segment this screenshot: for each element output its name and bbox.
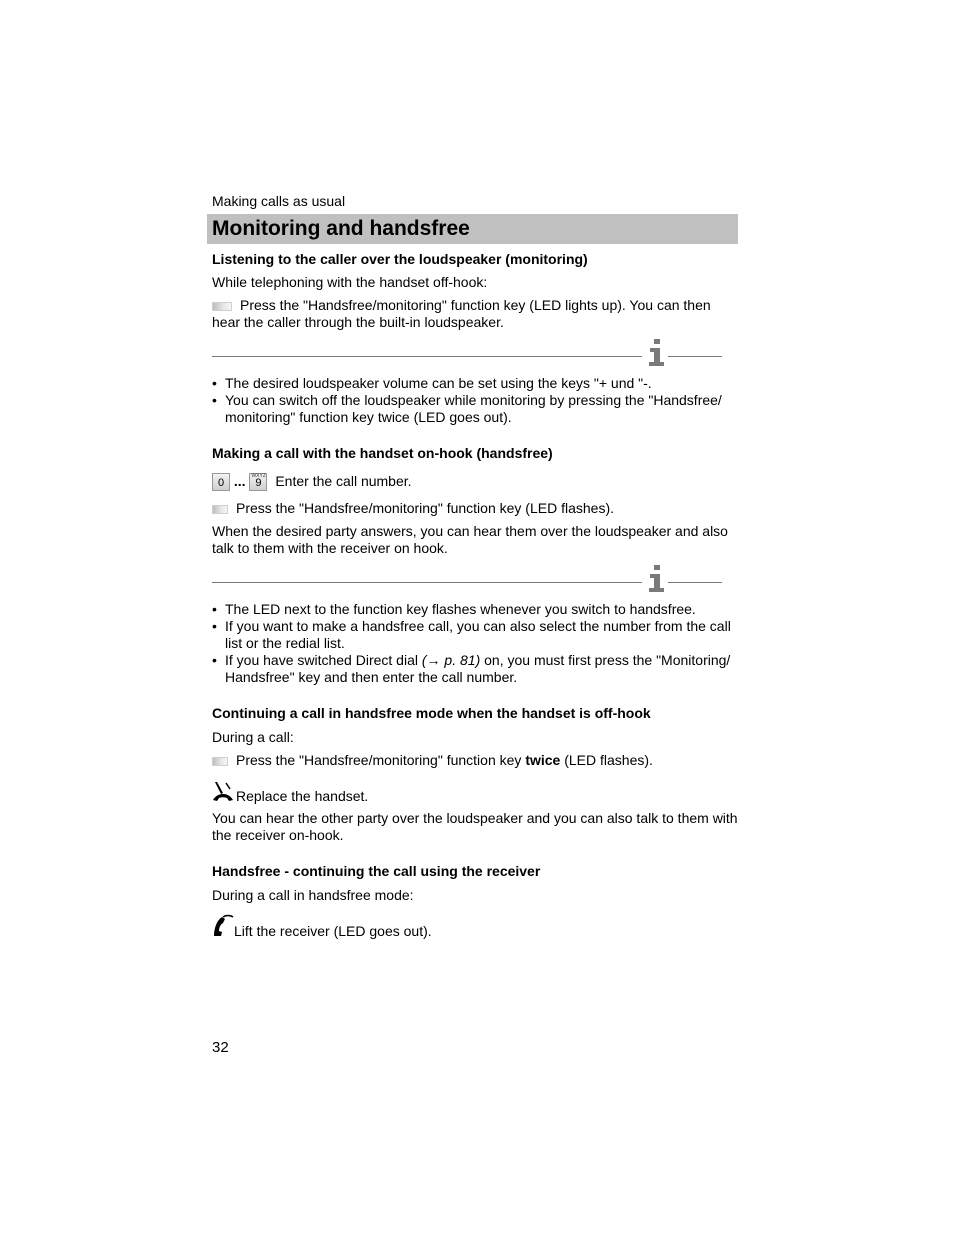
instruction-step bbox=[212, 297, 742, 331]
page-title: Monitoring and handsfree bbox=[212, 217, 470, 240]
divider-line bbox=[212, 582, 642, 583]
section-heading-monitoring: Listening to the caller over the loudspeaker (monitoring) bbox=[212, 251, 588, 267]
paragraph: You can hear the other party over the loudspeaker and you can also talk to them with the receiver on-hook. bbox=[212, 810, 738, 843]
section-intro: While telephoning with the handset off-hook: bbox=[212, 274, 488, 290]
replace-handset-icon bbox=[212, 781, 234, 803]
step-text: Press the "Handsfree/monitoring" function key (LED lights up). You can then hear the caller through the built-in loudspeaker. bbox=[212, 297, 711, 330]
info-divider bbox=[212, 564, 722, 594]
instruction-step bbox=[212, 781, 368, 805]
key-0-icon: 0 bbox=[212, 473, 230, 491]
info-list bbox=[212, 375, 742, 426]
emphasis: twice bbox=[525, 752, 561, 768]
step-text: Enter the call number. bbox=[275, 473, 412, 489]
running-head: Making calls as usual bbox=[212, 193, 346, 209]
ellipsis: ... bbox=[233, 473, 246, 489]
key-9-icon: WXYZ 9 bbox=[251, 473, 266, 490]
list-item: • The LED next to the function key flashes whenever you switch to handsfree. bbox=[212, 601, 737, 618]
paragraph: When the desired party answers, you can hear them over the loudspeaker and also talk to them with the receiver on hook. bbox=[212, 523, 728, 556]
handsfree-key-icon bbox=[212, 302, 232, 311]
divider-line bbox=[212, 356, 642, 357]
section-heading-handsfree: Making a call with the handset on-hook (handsfree) bbox=[212, 445, 553, 461]
lift-receiver-icon bbox=[212, 914, 234, 938]
list-item: • If you want to make a handsfree call, you can also select the number from the call list or the redial list. bbox=[212, 618, 737, 652]
section-intro: During a call: bbox=[212, 729, 294, 745]
instruction-step: Press the "Handsfree/monitoring" function key twice (LED flashes). bbox=[212, 752, 653, 769]
section-intro: During a call in handsfree mode: bbox=[212, 887, 414, 903]
section-heading-continue-offhook: Continuing a call in handsfree mode when the handset is off-hook bbox=[212, 705, 651, 721]
instruction-step bbox=[212, 914, 432, 940]
instruction-step bbox=[212, 473, 412, 491]
page-number: 32 bbox=[212, 1039, 229, 1056]
step-text: Press the "Handsfree/monitoring" function key (LED flashes). bbox=[236, 500, 614, 516]
list-item: • The desired loudspeaker volume can be set using the keys "+ und "-. bbox=[212, 375, 742, 392]
info-icon bbox=[646, 564, 668, 594]
info-list bbox=[212, 601, 737, 686]
handsfree-key-icon bbox=[212, 757, 228, 766]
info-divider bbox=[212, 338, 722, 368]
info-icon bbox=[646, 338, 668, 368]
section-heading-continue-receiver: Handsfree - continuing the call using the receiver bbox=[212, 863, 541, 879]
list-item: • If you have switched Direct dial (→ p. 81) on, you must first press the "Monitoring/ Handsfree" key and then enter the call number. bbox=[212, 652, 737, 686]
title-bar bbox=[207, 214, 738, 244]
step-text: Replace the handset. bbox=[236, 788, 369, 804]
divider-line bbox=[668, 582, 722, 583]
list-item: • You can switch off the loudspeaker while monitoring by pressing the "Handsfree/ monitoring" function key twice (LED goes out). bbox=[212, 392, 742, 426]
page-reference: (→ p. 81) bbox=[421, 652, 481, 668]
divider-line bbox=[668, 356, 722, 357]
handsfree-key-icon bbox=[212, 505, 228, 514]
step-text: Lift the receiver (LED goes out). bbox=[234, 923, 432, 939]
instruction-step bbox=[212, 500, 614, 517]
